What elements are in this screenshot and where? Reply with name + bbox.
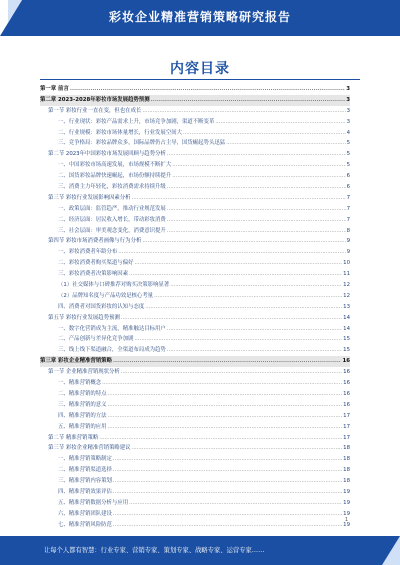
toc-entry-title: 一、彩妆消费者年龄分布 [58, 249, 118, 256]
toc-entry-title: 一、中国彩妆市场高速发展，市场规模不断扩大 [58, 162, 172, 169]
toc-leader-dots [113, 487, 342, 498]
toc-leader-dots [134, 258, 342, 269]
toc-entry[interactable] [40, 204, 350, 215]
toc-entry-title: 三、竞争格局：彩妆品牌众多，国际品牌仍占主导，国货崛起势头迅猛 [58, 140, 226, 147]
toc-leader-dots [226, 138, 345, 149]
toc-entry[interactable] [40, 291, 350, 302]
toc-leader-dots [167, 149, 346, 160]
toc-entry-title: 四、精准营销的方法 [58, 412, 107, 419]
toc-entry-page: 9 [346, 238, 350, 245]
toc-entry-page: 7 [346, 205, 350, 212]
footer-text: 让每个人都有智慧：行业专家、营销专家、策划专家、战略专家、运营专家…… [44, 547, 265, 554]
toc-entry-title: 五、精准营销的应用 [58, 423, 107, 430]
toc-leader-dots [167, 215, 346, 226]
toc-entry-title: 三、线上线下渠道融合，全渠道布局成为趋势 [58, 347, 166, 354]
toc-entry-title: （2）品牌知名度与产品功效是核心考量 [58, 292, 154, 299]
toc-entry-page: 15 [343, 336, 350, 343]
title-divider [40, 79, 360, 80]
toc-entry-page: 17 [343, 412, 350, 419]
toc-entry-page: 12 [343, 292, 350, 299]
toc-entry-title: 二、经济层面：居民收入增长，带动彩妆消费 [58, 216, 166, 223]
toc-entry-page: 17 [343, 423, 350, 430]
toc-entry[interactable] [40, 84, 350, 95]
toc-entry-page: 5 [346, 140, 350, 147]
toc-leader-dots [172, 171, 345, 182]
toc-entry[interactable] [40, 433, 350, 444]
toc-entry-page: 13 [343, 303, 350, 310]
toc-leader-dots [108, 411, 343, 422]
toc-entry[interactable] [40, 182, 350, 193]
toc-entry[interactable] [40, 226, 350, 237]
toc-entry-title: 六、精准营销团队建设 [58, 510, 112, 517]
toc-leader-dots [129, 269, 342, 280]
toc-entry-title: 一、行业现状：彩妆产品需求上升，市场竞争加剧，渠道不断变革 [58, 118, 215, 125]
toc-entry-title: 一、精准营销概念 [58, 380, 102, 387]
toc-entry[interactable] [40, 280, 350, 291]
footer-band [0, 536, 400, 565]
toc-leader-dots [167, 226, 346, 237]
toc-entry-page: 17 [343, 434, 350, 441]
toc-entry-title: 第五节 彩妆行业发展趋势预测 [48, 314, 120, 321]
toc-entry[interactable] [40, 324, 350, 335]
toc-entry-title: 一、精准营销策略制定 [58, 456, 112, 463]
report-title: 彩妆企业精准营销策略研究报告 [108, 10, 291, 24]
toc-leader-dots [113, 476, 342, 487]
toc-leader-dots [142, 106, 345, 117]
toc-leader-dots [113, 356, 342, 367]
toc-entry-title: 第三节 彩妆企业精准营销策略建议 [48, 445, 131, 452]
toc-entry-page: 18 [343, 456, 350, 463]
toc-entry-page: 9 [346, 249, 350, 256]
toc-entry-page: 6 [346, 184, 350, 191]
toc-leader-dots [142, 236, 345, 247]
toc-entry-page: 14 [343, 314, 350, 321]
toc-entry-title: 第三节 彩妆行业发展影响因素分析 [48, 194, 131, 201]
toc-entry[interactable] [40, 128, 350, 139]
toc-entry[interactable] [40, 269, 350, 280]
toc-entry[interactable] [40, 236, 350, 247]
toc-entry-page: 3 [346, 107, 350, 114]
toc-entry-page: 3 [346, 86, 350, 92]
toc-leader-dots [215, 117, 345, 128]
toc-entry-title: 三、社会层面：审美观念变化，消费意识提升 [58, 227, 166, 234]
toc-entry[interactable] [40, 498, 350, 509]
toc-entry-page: 16 [343, 380, 350, 387]
toc-leader-dots [167, 345, 342, 356]
toc-entry-page: 5 [346, 151, 350, 158]
toc-entry-title: 三、消费主力年轻化，彩妆消费需求持续升级 [58, 184, 166, 191]
toc-entry-page: 19 [343, 488, 350, 495]
toc-entry[interactable] [40, 389, 350, 400]
toc-entry[interactable] [40, 454, 350, 465]
toc-leader-dots [183, 128, 346, 139]
toc-entry-page: 18 [343, 467, 350, 474]
toc-entry-title: 第二章 2023-2028年彩妆市场发展趋势预测 [40, 96, 150, 103]
toc-entry[interactable] [40, 247, 350, 258]
toc-leader-dots [134, 334, 342, 345]
toc-entry-page: 8 [346, 227, 350, 234]
toc-entry-page: 16 [343, 390, 350, 397]
toc-entry-page: 5 [346, 162, 350, 169]
toc-entry[interactable] [40, 487, 350, 498]
toc-entry-title: 一、政策层面：监管趋严，推动行业规范发展 [58, 205, 166, 212]
toc-entry-page: 10 [343, 260, 350, 267]
toc-leader-dots [132, 193, 346, 204]
toc-entry-title: 第二节 2023年中国彩妆市场发展回顾与趋势分析 [48, 151, 166, 158]
toc-entry-page: 6 [346, 173, 350, 180]
page-title: 内容目录 [170, 61, 230, 77]
toc-entry[interactable] [40, 356, 350, 367]
toc-entry-title: 二、精准营销渠道选择 [58, 467, 112, 474]
toc-leader-dots [172, 160, 345, 171]
toc-entry-title: 二、精准营销的特点 [58, 390, 107, 397]
toc-entry-page: 14 [343, 325, 350, 332]
toc-entry-page: 18 [343, 445, 350, 452]
toc-entry[interactable] [40, 149, 350, 160]
toc-leader-dots [121, 367, 342, 378]
toc-entry-title: 二、国货彩妆品牌快速崛起，市场份额持续提升 [58, 173, 172, 180]
toc-leader-dots [151, 95, 346, 106]
toc-entry-title: 二、彩妆消费者购买渠道与偏好 [58, 260, 134, 267]
toc-leader-dots [113, 465, 342, 476]
toc-entry-title: 二、行业规模：彩妆市场体量增长，行业发展空间大 [58, 129, 182, 136]
toc-entry-title: 三、精准营销的意义 [58, 401, 107, 408]
toc-entry[interactable] [40, 411, 350, 422]
toc-entry[interactable] [40, 422, 350, 433]
toc-leader-dots [167, 324, 342, 335]
toc-entry[interactable] [40, 302, 350, 313]
toc-entry-page: 7 [346, 194, 350, 201]
toc-leader-dots [108, 389, 343, 400]
toc-entry-page: 19 [343, 499, 350, 506]
toc-leader-dots [108, 422, 343, 433]
toc-entry-page: 3 [346, 118, 350, 125]
toc-entry[interactable] [40, 313, 350, 324]
toc-entry-title: 第一章 前言 [40, 86, 69, 92]
toc-leader-dots [113, 454, 342, 465]
toc-entry-page: 3 [346, 96, 350, 103]
toc-entry[interactable] [40, 193, 350, 204]
toc-entry-page: 19 [343, 510, 350, 517]
toc-entry-page: 16 [343, 369, 350, 376]
toc-leader-dots [167, 182, 346, 193]
toc-entry[interactable] [40, 171, 350, 182]
toc-entry-page: 11 [343, 271, 350, 278]
toc-entry-page: 4 [346, 129, 350, 136]
toc-entry-title: 第三章 彩妆企业精准营销策略 [40, 358, 112, 365]
toc-entry[interactable] [40, 215, 350, 226]
table-of-contents [40, 84, 350, 531]
toc-leader-dots [99, 433, 342, 444]
toc-leader-dots [70, 84, 345, 95]
toc-leader-dots [154, 291, 342, 302]
toc-entry[interactable] [40, 258, 350, 269]
toc-entry[interactable] [40, 367, 350, 378]
toc-entry-title: 第四节 彩妆市场消费者画像与行为分析 [48, 238, 142, 245]
toc-entry[interactable] [40, 138, 350, 149]
toc-entry-title: 第一节 企业精准营销现状分析 [48, 369, 120, 376]
toc-entry-page: 19 [343, 521, 350, 528]
toc-leader-dots [129, 498, 342, 509]
toc-entry-title: 五、精准营销数据分析与应用 [58, 499, 129, 506]
toc-leader-dots [167, 204, 346, 215]
toc-leader-dots [121, 313, 342, 324]
toc-entry-title: 四、精准营销效果评估 [58, 488, 112, 495]
toc-entry-page: 12 [343, 282, 350, 289]
page-number: 1 [344, 517, 348, 523]
toc-entry[interactable] [40, 334, 350, 345]
toc-leader-dots [170, 280, 342, 291]
toc-entry-page: 16 [342, 358, 350, 365]
toc-entry[interactable] [40, 378, 350, 389]
toc-entry[interactable] [40, 106, 350, 117]
toc-entry-page: 18 [343, 478, 350, 485]
toc-entry[interactable] [40, 400, 350, 411]
footer-decoration [382, 536, 400, 565]
toc-entry[interactable] [40, 345, 350, 356]
toc-leader-dots [108, 400, 343, 411]
toc-entry-title: 二、产品创新与差异化竞争加剧 [58, 336, 134, 343]
toc-entry[interactable] [40, 117, 350, 128]
toc-entry[interactable] [40, 160, 350, 171]
toc-entry[interactable] [40, 443, 350, 454]
toc-entry-page: 16 [343, 401, 350, 408]
toc-leader-dots [145, 302, 342, 313]
header-band [0, 0, 400, 36]
toc-entry[interactable] [40, 465, 350, 476]
toc-entry-title: （1）社交媒体与口碑推荐对购买决策影响显著 [58, 282, 170, 289]
toc-leader-dots [102, 378, 342, 389]
toc-leader-dots [118, 247, 345, 258]
toc-entry-page: 15 [343, 347, 350, 354]
toc-entry-page: 7 [346, 216, 350, 223]
toc-entry[interactable] [40, 95, 350, 106]
toc-entry-title: 第二节 精准营销策略 [48, 434, 99, 441]
toc-entry-title: 三、精准营销内容策划 [58, 478, 112, 485]
toc-entry-title: 七、精准营销风险防范 [58, 521, 112, 528]
toc-entry-title: 三、彩妆消费者决策影响因素 [58, 271, 129, 278]
toc-entry-title: 第一节 彩妆行业一直在变，但也在成长 [48, 107, 142, 114]
toc-entry[interactable] [40, 476, 350, 487]
toc-leader-dots [132, 443, 343, 454]
toc-entry-title: 四、消费者对国货彩妆的认知与态度 [58, 303, 145, 310]
toc-entry-title: 一、数字化营销成为主流，精准触达目标用户 [58, 325, 166, 332]
